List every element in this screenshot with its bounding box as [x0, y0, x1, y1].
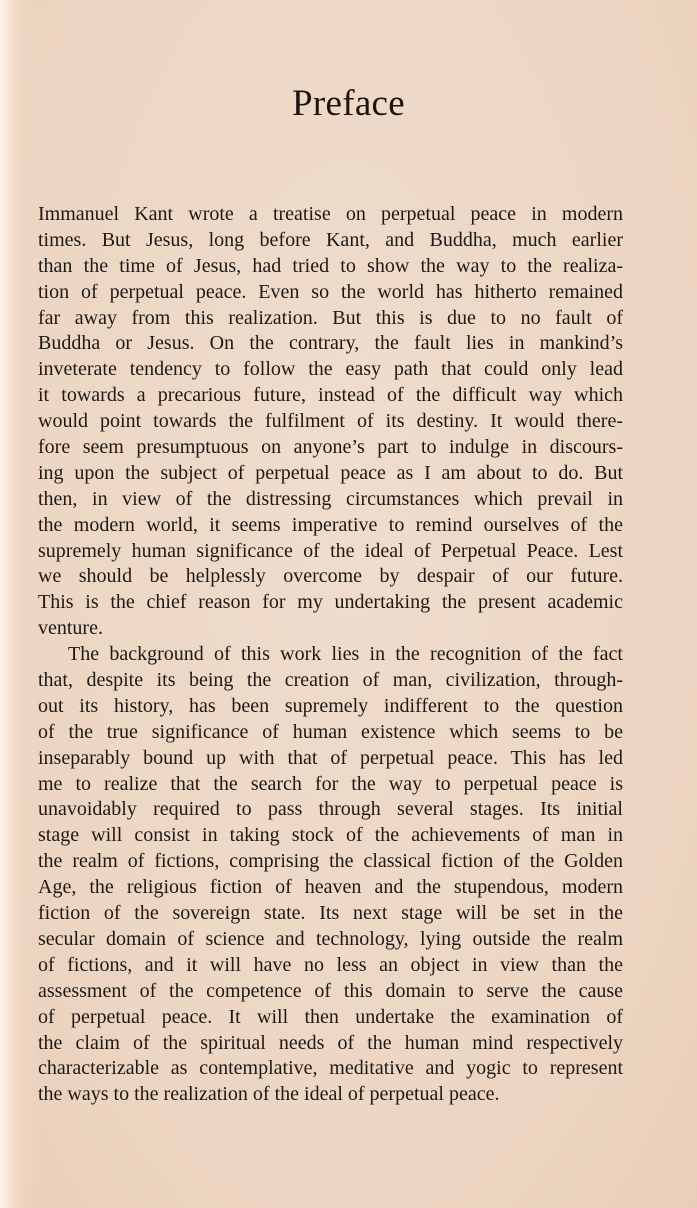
text-line: supremely human significance of the ideal of Perpetual Peace. Lest — [38, 539, 623, 562]
paragraph-1 — [38, 202, 623, 642]
text-line: stage will consist in taking stock of the achievements of man in — [38, 824, 623, 847]
text-line: me to realize that the search for the way to perpetual peace is — [38, 772, 623, 795]
text-line: Buddha or Jesus. On the contrary, the fault lies in mankind’s — [38, 332, 623, 355]
text-line: of fictions, and it will have no less an object in view than the — [38, 953, 623, 976]
text-line: the claim of the spiritual needs of the human mind respectively — [38, 1031, 623, 1054]
text-line: Immanuel Kant wrote a treatise on perpetual peace in modern — [38, 203, 623, 225]
text-line: it towards a precarious future, instead of the difficult way which — [38, 384, 623, 407]
text-line: venture. — [38, 617, 103, 640]
text-line: of perpetual peace. It will then undertake the examination of — [38, 1005, 623, 1028]
text-line: would point towards the fulfilment of its destiny. It would there- — [38, 410, 623, 433]
text-line: the realm of fictions, comprising the classical fiction of the Golden — [38, 850, 623, 873]
text-line: of the true significance of human existence which seems to be — [38, 720, 623, 743]
text-line: secular domain of science and technology, lying outside the realm — [38, 927, 623, 950]
paragraph-2 — [38, 642, 623, 1108]
text-line: tion of perpetual peace. Even so the world has hitherto remained — [38, 280, 623, 303]
preface-body — [38, 202, 623, 1108]
text-line: inseparably bound up with that of perpetual peace. This has led — [38, 746, 623, 769]
text-line: then, in view of the distressing circumstances which prevail in — [38, 487, 623, 510]
text-line: assessment of the competence of this domain to serve the cause — [38, 979, 623, 1002]
text-line: times. But Jesus, long before Kant, and Buddha, much earlier — [38, 228, 623, 251]
text-line: out its history, has been supremely indifferent to the question — [38, 694, 623, 717]
text-line: This is the chief reason for my undertaking the present academic — [38, 591, 623, 614]
text-line: far away from this realization. But this is due to no fault of — [38, 306, 623, 329]
text-line: The background of this work lies in the recognition of the fact — [68, 643, 623, 666]
page-title: Preface — [291, 83, 405, 124]
text-line: inveterate tendency to follow the easy path that could only lead — [38, 358, 623, 381]
text-line: Age, the religious fiction of heaven and the stupendous, modern — [38, 876, 623, 899]
text-line: the modern world, it seems imperative to remind ourselves of the — [38, 513, 623, 536]
text-line: than the time of Jesus, had tried to show the way to the realiza- — [38, 254, 623, 277]
text-line: unavoidably required to pass through several stages. Its initial — [38, 798, 623, 821]
text-line: we should be helplessly overcome by despair of our future. — [38, 565, 623, 588]
text-line: ing upon the subject of perpetual peace as I am about to do. But — [38, 461, 623, 484]
text-line: that, despite its being the creation of man, civilization, through- — [38, 669, 623, 692]
text-line: the ways to the realization of the ideal of perpetual peace. — [38, 1083, 500, 1106]
text-line: fore seem presumptuous on anyone’s part to indulge in discours- — [38, 436, 623, 459]
text-line: fiction of the sovereign state. Its next stage will be set in the — [38, 902, 623, 925]
text-line: characterizable as contemplative, meditative and yogic to represent — [38, 1057, 623, 1080]
